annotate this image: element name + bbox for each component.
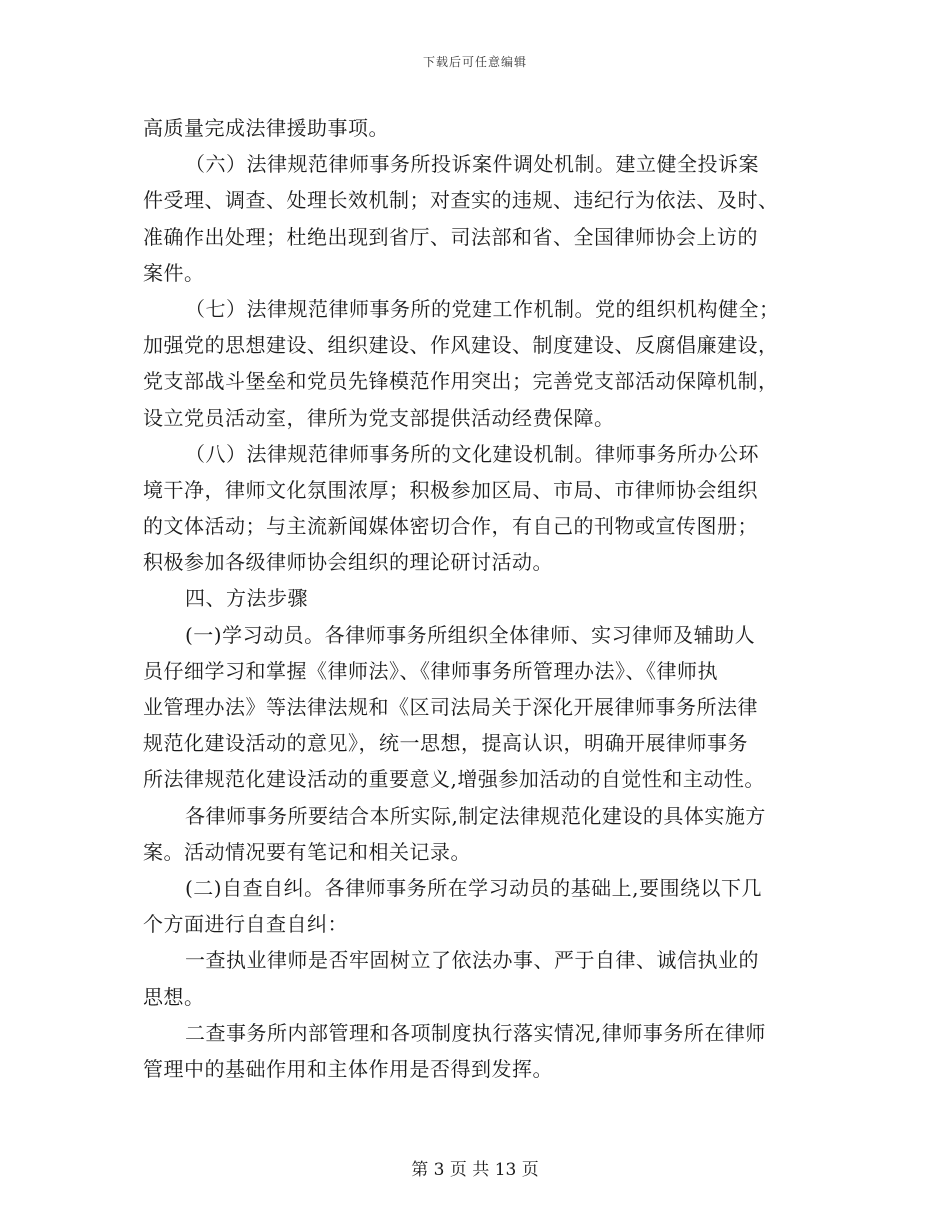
text-line: (二)自查自纠。各律师事务所在学习动员的基础上,要围绕以下几: [185, 875, 762, 900]
text-line: 案件。: [143, 260, 205, 285]
text-line: (一)学习动员。各律师事务所组织全体律师、实习律师及辅助人: [185, 622, 756, 647]
text-line: 思想。: [143, 984, 205, 1009]
document-body: [143, 110, 811, 1087]
text-line: 业管理办法》等法律法规和《区司法局关于深化开展律师事务所法律: [143, 695, 758, 719]
text-line: 加强党的思想建设、组织建设、作风建设、制度建设、反腐倡廉建设，: [143, 333, 779, 358]
text-line: 所法律规范化建设活动的重要意义,增强参加活动的自觉性和主动性。: [143, 767, 765, 792]
text-line: 设立党员活动室，律所为党支部提供活动经费保障。: [143, 405, 615, 430]
text-line: 员仔细学习和掌握《律师法》、《律师事务所管理办法》、《律师执: [143, 658, 718, 683]
text-line: 二查事务所内部管理和各项制度执行落实情况,律师事务所在律师: [185, 1020, 766, 1045]
text-line: 境干净，律师文化氛围浓厚；积极参加区局、市局、市律师协会组织: [143, 477, 758, 502]
text-line: （六）法律规范律师事务所投诉案件调处机制。建立健全投诉案: [185, 152, 759, 177]
text-line: 准确作出处理；杜绝出现到省厅、司法部和省、全国律师协会上访的: [143, 224, 758, 249]
text-line: （八）法律规范律师事务所的文化建设机制。律师事务所办公环: [185, 441, 759, 466]
text-line: 规范化建设活动的意见》，统一思想，提高认识，明确开展律师事务: [143, 731, 748, 756]
text-line: 党支部战斗堡垒和党员先锋模范作用突出；完善党支部活动保障机制，: [143, 369, 779, 394]
text-line: 四、方法步骤: [185, 586, 308, 611]
text-line: 的文体活动；与主流新闻媒体密切合作，有自己的刊物或宣传图册；: [143, 514, 758, 539]
text-line: 案。活动情况要有笔记和相关记录。: [143, 839, 471, 864]
text-line: 件受理、调查、处理长效机制；对查实的违规、违纪行为依法、及时、: [143, 188, 779, 213]
page-header: 下载后可任意编辑: [422, 55, 527, 69]
page-number-footer: 第 3 页 共 13 页: [411, 1160, 539, 1180]
text-line: 积极参加各级律师协会组织的理论研讨活动。: [143, 550, 553, 575]
text-line: 各律师事务所要结合本所实际,制定法律规范化建设的具体实施方: [185, 803, 766, 828]
text-line: 管理中的基础作用和主体作用是否得到发挥。: [143, 1056, 553, 1081]
text-line: 一查执业律师是否牢固树立了依法办事、严于自律、诚信执业的: [185, 948, 759, 973]
text-line: （七）法律规范律师事务所的党建工作机制。党的组织机构健全；: [185, 296, 780, 321]
text-line: 高质量完成法律援助事项。: [143, 116, 389, 140]
text-line: 个方面进行自查自纠：: [143, 912, 348, 937]
